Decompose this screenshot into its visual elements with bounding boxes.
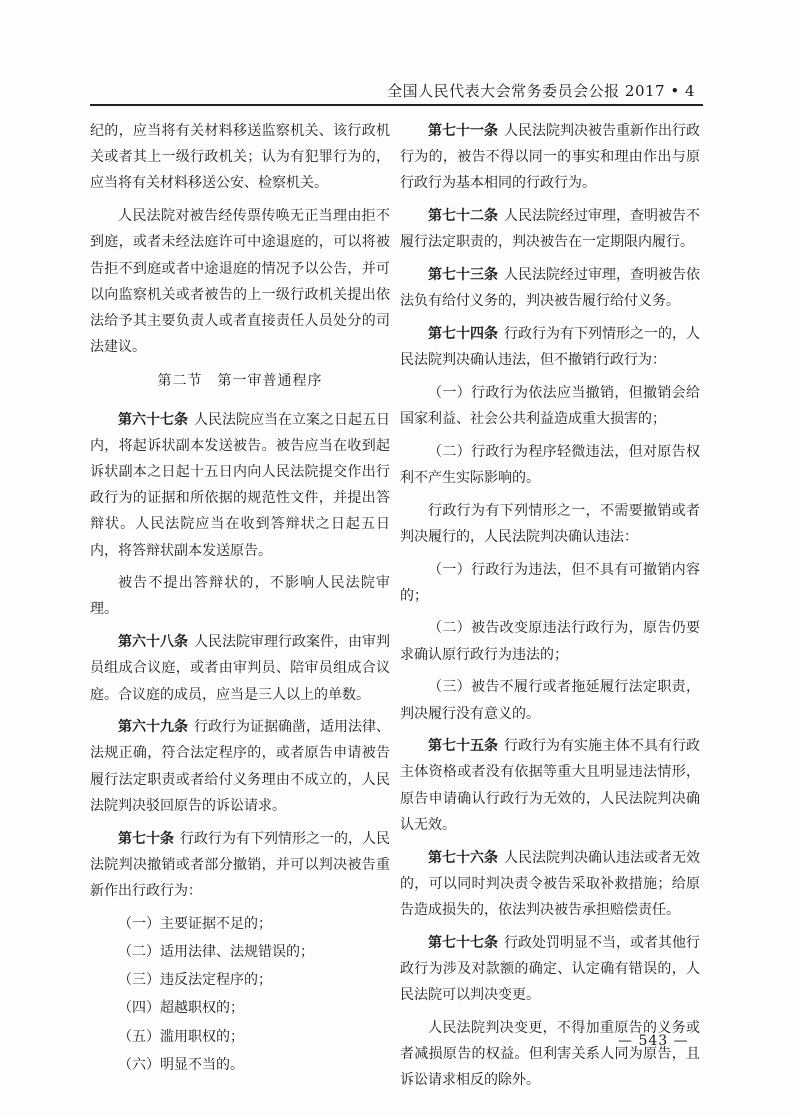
list-item: （二）行政行为程序轻微违法，但对原告权利不产生实际影响的。 — [400, 443, 700, 486]
article-text: 人民法院经过审理，查明被告不履行法定职责的，判决被告在一定期限内履行。 — [400, 208, 700, 251]
article-67 — [90, 407, 390, 564]
article-75 — [400, 733, 700, 838]
list-item: （三）被告不履行或者拖延履行法定职责，判决履行没有意义的。 — [400, 679, 700, 722]
list-item: （二）适用法律、法规错误的； — [118, 943, 314, 960]
article-70 — [90, 826, 390, 905]
article-label: 第七十条 — [118, 830, 174, 847]
article-74 — [400, 321, 700, 373]
header-rule — [90, 104, 703, 106]
article-label: 第六十八条 — [118, 634, 188, 651]
article-label: 第六十九条 — [118, 719, 188, 736]
section-heading: 第二节 第一审普通程序 — [157, 373, 323, 390]
article-label: 第六十七条 — [118, 411, 188, 428]
list-item: （一）行政行为依法应当撤销，但撤销会给国家利益、社会公共利益造成重大损害的； — [400, 384, 700, 428]
article-76 — [400, 845, 700, 924]
list-item: （二）被告改变原违法行政行为，原告仍要求确认原行政行为违法的； — [400, 620, 700, 663]
article-label: 第七十六条 — [428, 849, 498, 866]
article-text: 人民法院经过审理，查明被告依法负有给付义务的，判决被告履行给付义务。 — [400, 267, 700, 310]
article-text: 人民法院判决被告重新作出行政行为的，被告不得以同一的事实和理由作出与原行政行为基本相同的行政行为。 — [400, 123, 700, 192]
article-68 — [90, 629, 390, 708]
paragraph: 人民法院判决变更，不得加重原告的义务或者减损原告的权益。但利害关系人同为原告，且诉讼请求相反的除外。 — [400, 1019, 700, 1089]
article-label: 第七十七条 — [428, 934, 498, 951]
list-item: （四）超越职权的； — [118, 1000, 244, 1017]
article-69 — [90, 714, 390, 819]
article-label: 第七十三条 — [428, 267, 498, 284]
article-label: 第七十二条 — [428, 208, 498, 225]
article-77 — [400, 930, 700, 1009]
article-text: 行政行为证据确凿，适用法律、法规正确，符合法定程序的，或者原告申请被告履行法定职责或者给付义务理由不成立的，人民法院判决驳回原告的诉讼请求。 — [90, 719, 390, 814]
article-73 — [400, 262, 700, 314]
article-text: 人民法院应当在立案之日起五日内，将起诉状副本发送被告。被告应当在收到起诉状副本之日起十五日内向人民法院提交作出行政行为的证据和所依据的规范性文件，并提出答辩状。人民法院应当在收到答辩状之日起五日内，将答辩状副本发送原告。 — [90, 411, 390, 559]
article-label: 第七十四条 — [428, 325, 498, 342]
paragraph: 被告不提出答辩状的，不影响人民法院审理。 — [90, 575, 390, 618]
page-number: — 543 — — [618, 1033, 689, 1049]
article-text: 人民法院判决确认违法或者无效的，可以同时判决责令被告采取补救措施；给原告造成损失的，依法判决被告承担赔偿责任。 — [400, 849, 700, 918]
list-item: （三）违反法定程序的； — [118, 972, 272, 989]
article-72 — [400, 203, 700, 255]
list-item: （一）主要证据不足的； — [118, 915, 272, 932]
paragraph: 纪的，应当将有关材料移送监察机关、该行政机关或者其上一级行政机关；认为有犯罪行为的，应当将有关材料移送公安、检察机关。 — [90, 123, 390, 192]
paragraph: 人民法院对被告经传票传唤无正当理由拒不到庭，或者未经法庭许可中途退庭的，可以将被告拒不到庭或者中途退庭的情况予以公告，并可以向监察机关或者被告的上一级行政机关提出依法给予其主要负责人或者直接责任人员处分的司法建议。 — [90, 208, 390, 356]
journal-header: 全国人民代表大会常务委员会公报 2017 • 4 — [387, 82, 695, 100]
list-item: （一）行政行为违法，但不具有可撤销内容的； — [400, 561, 700, 604]
list-item: （五）滥用职权的； — [118, 1028, 244, 1045]
article-text: 人民法院审理行政案件，由审判员组成合议庭，或者由审判员、陪审员组成合议庭。合议庭的成员，应当是三人以上的单数。 — [90, 634, 390, 703]
paragraph: 行政行为有下列情形之一，不需要撤销或者判决履行的，人民法院判决确认违法： — [400, 502, 700, 545]
article-text: 行政处罚明显不当，或者其他行政行为涉及对款额的确定、认定确有错误的，人民法院可以判决变更。 — [400, 934, 700, 1004]
article-label: 第七十五条 — [428, 738, 498, 755]
article-text: 行政行为有下列情形之一的，人民法院判决确认违法，但不撤销行政行为： — [400, 325, 700, 369]
article-label: 第七十一条 — [428, 123, 498, 139]
list-item: （六）明显不当的。 — [118, 1056, 244, 1073]
left-column — [90, 118, 390, 1080]
article-71 — [400, 118, 700, 197]
article-text: 行政行为有实施主体不具有行政主体资格或者没有依据等重大且明显违法情形，原告申请确认行政行为无效的，人民法院判决确认无效。 — [400, 738, 700, 833]
article-text: 行政行为有下列情形之一的，人民法院判决撤销或者部分撤销，并可以判决被告重新作出行政行为： — [90, 830, 390, 899]
right-column — [400, 118, 700, 1100]
